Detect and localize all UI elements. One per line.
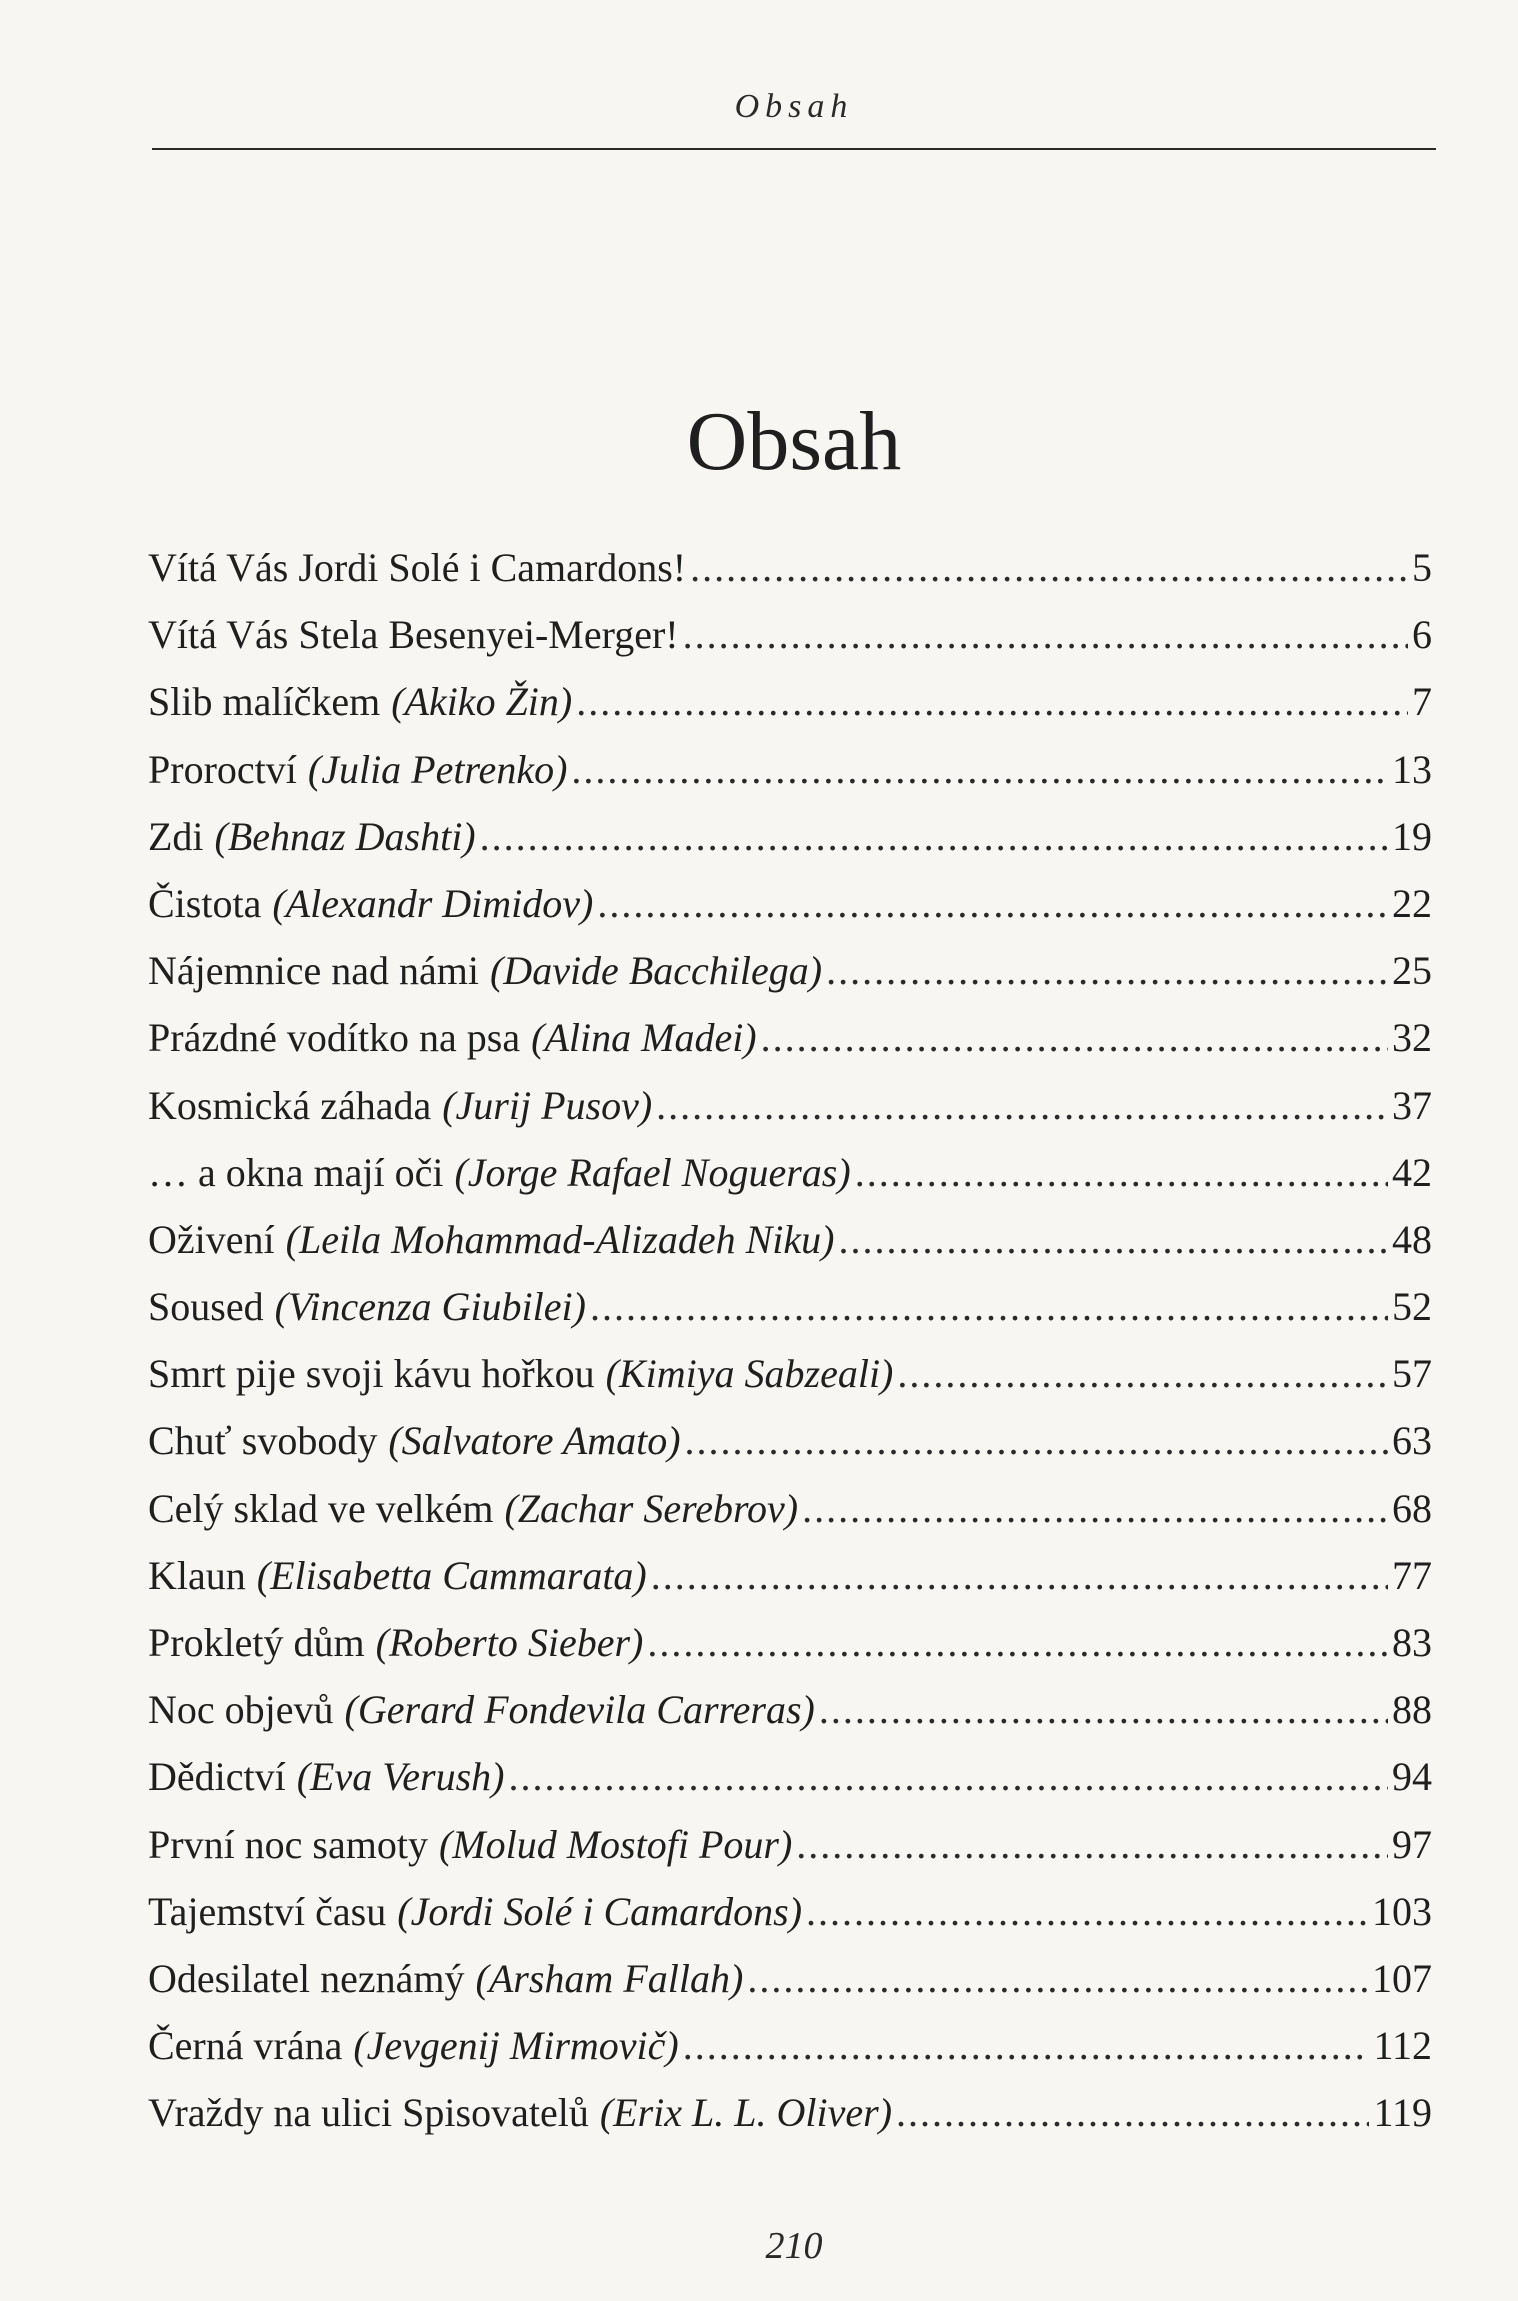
entry-title: Odesilatel neznámý bbox=[148, 1955, 465, 2001]
entry-title: Soused bbox=[148, 1284, 264, 1330]
dot-leader bbox=[683, 601, 1408, 668]
entry-page: 68 bbox=[1392, 1485, 1432, 1531]
entry-page: 103 bbox=[1372, 1888, 1432, 1934]
toc-entry bbox=[148, 1945, 1432, 2012]
entry-page: 112 bbox=[1373, 2023, 1432, 2069]
entry-page: 83 bbox=[1392, 1620, 1432, 1665]
toc-entry bbox=[148, 1542, 1432, 1609]
toc-entry bbox=[148, 870, 1432, 937]
toc-entry bbox=[148, 1139, 1432, 1206]
entry-author: (Eva Verush) bbox=[296, 1754, 505, 1800]
entry-author: (Jordi Solé i Camardons) bbox=[397, 1888, 803, 1934]
entry-title: Prázdné vodítko na psa bbox=[148, 1015, 521, 1061]
entry-title: Nájemnice nad námi bbox=[148, 948, 479, 994]
dot-leader bbox=[838, 1206, 1388, 1273]
toc-entry bbox=[148, 736, 1432, 803]
entry-author: (Leila Mohammad-Alizadeh Niku) bbox=[285, 1216, 835, 1262]
running-head: Obsah bbox=[734, 88, 854, 125]
toc-entry bbox=[148, 1743, 1432, 1810]
entry-page: 6 bbox=[1412, 612, 1432, 658]
entry-title: Celý sklad ve velkém bbox=[148, 1485, 494, 1531]
entry-page: 37 bbox=[1392, 1082, 1432, 1128]
entry-author: (Jorge Rafael Nogueras) bbox=[454, 1149, 851, 1195]
entry-author: (Roberto Sieber) bbox=[375, 1620, 644, 1665]
toc-entry bbox=[148, 601, 1432, 668]
entry-title: Vraždy na ulici Spisovatelů bbox=[148, 2090, 589, 2136]
entry-page: 25 bbox=[1392, 948, 1432, 994]
toc-entry bbox=[148, 1273, 1432, 1340]
entry-author: (Kimiya Sabzeali) bbox=[605, 1351, 894, 1397]
dot-leader bbox=[656, 1072, 1388, 1139]
toc-entry bbox=[148, 1878, 1432, 1945]
entry-page: 77 bbox=[1392, 1552, 1432, 1598]
dot-leader bbox=[685, 1407, 1388, 1474]
toc-entry bbox=[148, 1072, 1432, 1139]
dot-leader bbox=[480, 803, 1388, 870]
entry-title: Černá vrána bbox=[148, 2023, 343, 2069]
dot-leader bbox=[747, 1945, 1368, 2012]
entry-title: Prokletý dům bbox=[148, 1620, 365, 1665]
entry-page: 22 bbox=[1392, 880, 1432, 926]
entry-author: (Molud Mostofi Pour) bbox=[438, 1821, 793, 1867]
entry-author: (Julia Petrenko) bbox=[307, 746, 568, 792]
entry-title: První noc samoty bbox=[148, 1821, 428, 1867]
entry-author: (Akiko Žin) bbox=[391, 679, 573, 725]
toc-entry bbox=[148, 2012, 1432, 2079]
entry-author: (Alina Madei) bbox=[531, 1015, 757, 1061]
toc-entry bbox=[148, 1206, 1432, 1273]
entry-author: (Gerard Fondevila Carreras) bbox=[344, 1687, 815, 1733]
dot-leader bbox=[761, 1004, 1388, 1071]
entry-title: Noc objevů bbox=[148, 1687, 334, 1733]
entry-title: Kosmická záhada bbox=[148, 1082, 432, 1128]
toc-entry bbox=[148, 1475, 1432, 1542]
entry-author: (Davide Bacchilega) bbox=[489, 948, 823, 994]
entry-page: 19 bbox=[1392, 813, 1432, 859]
entry-author: (Alexandr Dimidov) bbox=[272, 880, 594, 926]
entry-author: (Salvatore Amato) bbox=[388, 1418, 681, 1464]
entry-title: Proroctví bbox=[148, 746, 297, 792]
toc-entry bbox=[148, 668, 1432, 735]
dot-leader bbox=[651, 1542, 1388, 1609]
entry-author: (Jurij Pusov) bbox=[442, 1082, 653, 1128]
toc-entry bbox=[148, 1340, 1432, 1407]
entry-page: 32 bbox=[1392, 1015, 1432, 1061]
entry-title: Slib malíčkem bbox=[148, 679, 381, 725]
dot-leader bbox=[896, 2079, 1369, 2146]
entry-page: 88 bbox=[1392, 1687, 1432, 1733]
entry-author: (Behnaz Dashti) bbox=[214, 813, 476, 859]
entry-title: Zdi bbox=[148, 813, 204, 859]
entry-title: Oživení bbox=[148, 1216, 275, 1262]
entry-page: 97 bbox=[1392, 1821, 1432, 1867]
entry-author: (Zachar Serebrov) bbox=[504, 1485, 799, 1531]
entry-title: Dědictví bbox=[148, 1754, 286, 1800]
dot-leader bbox=[796, 1811, 1388, 1878]
entry-author: (Jevgenij Mirmovič) bbox=[353, 2023, 679, 2069]
entry-page: 7 bbox=[1412, 679, 1432, 725]
entry-title: Klaun bbox=[148, 1552, 246, 1598]
dot-leader bbox=[597, 870, 1388, 937]
entry-page: 57 bbox=[1392, 1351, 1432, 1397]
entry-page: 94 bbox=[1392, 1754, 1432, 1800]
dot-leader bbox=[690, 534, 1408, 601]
toc-entry bbox=[148, 1811, 1432, 1878]
entry-page: 48 bbox=[1392, 1216, 1432, 1262]
page-title: Obsah bbox=[686, 395, 902, 488]
entry-title: Čistota bbox=[148, 880, 262, 926]
dot-leader bbox=[819, 1676, 1388, 1743]
entry-page: 13 bbox=[1392, 746, 1432, 792]
entry-title: Vítá Vás Stela Besenyei-Merger! bbox=[148, 612, 679, 658]
dot-leader bbox=[576, 668, 1408, 735]
dot-leader bbox=[806, 1878, 1368, 1945]
table-of-contents bbox=[148, 534, 1432, 2147]
toc-entry bbox=[148, 1609, 1432, 1676]
dot-leader bbox=[802, 1475, 1388, 1542]
entry-title: Smrt pije svoji kávu hořkou bbox=[148, 1351, 595, 1397]
dot-leader bbox=[855, 1139, 1388, 1206]
dot-leader bbox=[897, 1340, 1388, 1407]
dot-leader bbox=[826, 937, 1388, 1004]
dot-leader bbox=[508, 1743, 1388, 1810]
entry-page: 42 bbox=[1392, 1149, 1432, 1195]
entry-author: (Arsham Fallah) bbox=[475, 1955, 744, 2001]
entry-page: 52 bbox=[1392, 1284, 1432, 1330]
dot-leader bbox=[590, 1273, 1388, 1340]
header-rule bbox=[152, 148, 1436, 150]
toc-entry bbox=[148, 2079, 1432, 2146]
entry-author: (Vincenza Giubilei) bbox=[274, 1284, 586, 1330]
entry-title: … a okna mají oči bbox=[148, 1149, 444, 1195]
toc-entry bbox=[148, 1676, 1432, 1743]
entry-title: Tajemství času bbox=[148, 1888, 387, 1934]
toc-entry bbox=[148, 803, 1432, 870]
dot-leader bbox=[571, 736, 1388, 803]
entry-page: 119 bbox=[1373, 2090, 1432, 2136]
entry-author: (Elisabetta Cammarata) bbox=[256, 1552, 647, 1598]
entry-page: 107 bbox=[1372, 1955, 1432, 2001]
toc-entry bbox=[148, 1407, 1432, 1474]
toc-entry bbox=[148, 534, 1432, 601]
entry-title: Chuť svobody bbox=[148, 1418, 378, 1464]
toc-entry bbox=[148, 1004, 1432, 1071]
dot-leader bbox=[683, 2012, 1370, 2079]
dot-leader bbox=[647, 1609, 1388, 1676]
entry-title: Vítá Vás Jordi Solé i Camardons! bbox=[148, 545, 687, 590]
entry-page: 63 bbox=[1392, 1418, 1432, 1464]
entry-page: 5 bbox=[1412, 545, 1432, 590]
entry-author: (Erix L. L. Oliver) bbox=[599, 2090, 893, 2136]
toc-entry bbox=[148, 937, 1432, 1004]
page-number: 210 bbox=[765, 2225, 823, 2267]
